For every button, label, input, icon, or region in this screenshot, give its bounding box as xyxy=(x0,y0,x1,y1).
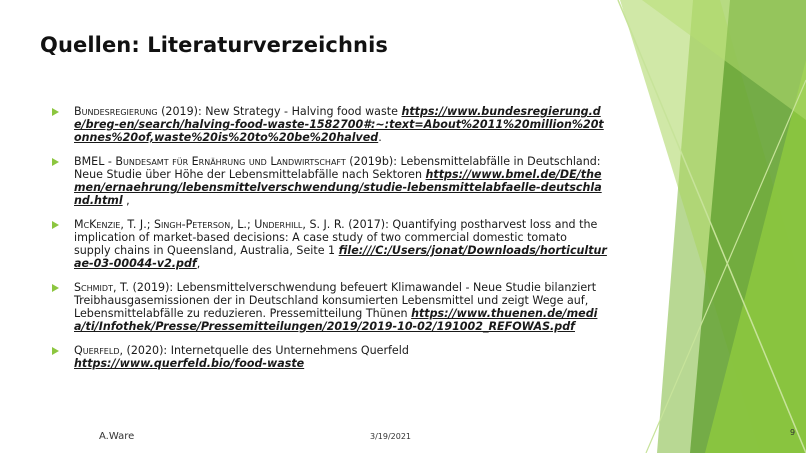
triangle-bullet-icon xyxy=(52,221,59,229)
triangle-bullet-icon xyxy=(52,108,59,116)
reference-link[interactable]: file:///C:/Users/jonat/Downloads/horticulturae-03-00044-v2.pdf xyxy=(74,244,607,270)
reference-author: Schmidt, T. xyxy=(74,281,129,294)
reference-text: (2020): Internetquelle des Unternehmens Querfeld xyxy=(123,344,409,357)
footer-author: A.Ware xyxy=(99,431,135,442)
triangle-bullet-icon xyxy=(52,347,59,355)
reference-text: (2019b): Lebensmittelabfälle in Deutschland: Neue Studie über Höhe der Lebensmittelabfälle nach Sektoren xyxy=(74,155,601,181)
reference-link[interactable]: https://www.thuenen.de/media/ti/Infothek/Presse/Pressemitteilungen/2019/2019-10-02/191002_REFOWAS.pdf xyxy=(74,307,598,333)
reference-author: Querfeld, xyxy=(74,344,124,357)
reference-link[interactable]: https://www.bmel.de/DE/themen/ernaehrung/lebensmittelverschwendung/studie-lebensmittelabfaelle-deutschland.html xyxy=(74,168,602,207)
slide-number: 9 xyxy=(790,428,796,437)
triangle-bullet-icon xyxy=(52,158,59,166)
reference-list xyxy=(52,105,607,381)
reference-author: McKenzie, T. J.; Singh-Peterson, L.; Underhill, S. J. R. xyxy=(74,218,345,231)
reference-item xyxy=(52,105,607,144)
reference-tail: . xyxy=(378,131,382,144)
reference-author: Bundesregierung xyxy=(74,105,158,118)
reference-author: BMEL - Bundesamt für Ernährung und Landwirtschaft xyxy=(74,155,346,168)
reference-text: (2019): New Strategy - Halving food waste xyxy=(157,105,402,118)
reference-item xyxy=(52,155,607,207)
triangle-bullet-icon xyxy=(52,284,59,292)
reference-link[interactable]: https://www.bundesregierung.de/breg-en/search/halving-food-waste-1582700#:~:text=About%2011%20million%20tonnes%20of,waste%20is%20to%20be%20halved xyxy=(74,105,604,144)
reference-link[interactable]: https://www.querfeld.bio/food-waste xyxy=(74,357,305,370)
reference-tail: , xyxy=(122,194,130,207)
reference-text: (2017): Quantifying postharvest loss and the implication of market-based decisions: A case study of two commercial domestic tomato supply chains in Queensland, Australia, Seite 1 xyxy=(74,218,598,257)
reference-item xyxy=(52,344,607,370)
slide-title: Quellen: Literaturverzeichnis xyxy=(40,33,388,57)
reference-item xyxy=(52,281,607,333)
reference-item xyxy=(52,218,607,270)
reference-tail: , xyxy=(196,257,201,270)
reference-text: (2019): Lebensmittelverschwendung befeuert Klimawandel - Neue Studie bilanziert Treibhausgasemissionen der in Deutschland konsumierten Lebensmittel und zeigt Wege auf, Lebensmittelabfälle zu reduzieren. Pressemitteilung Thünen xyxy=(74,281,597,320)
footer-date: 3/19/2021 xyxy=(370,432,412,441)
